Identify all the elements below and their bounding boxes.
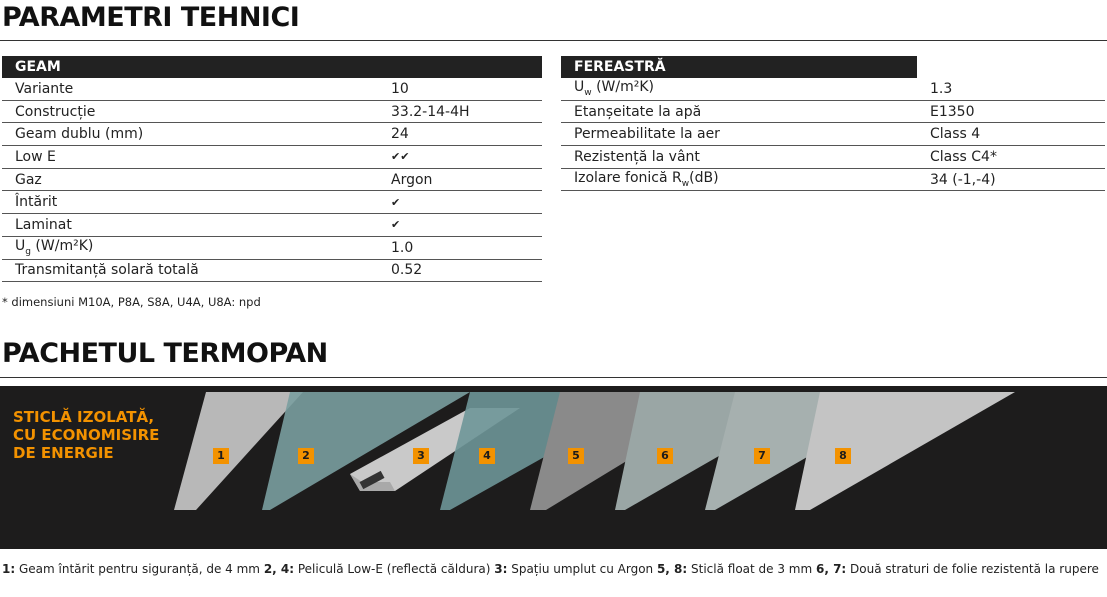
legend-text: Spațiu umplut cu Argon	[507, 562, 657, 576]
layer-number-7: 7	[754, 448, 770, 464]
table-row	[2, 191, 542, 214]
legend-key: 5, 8:	[656, 562, 688, 576]
divider	[0, 377, 1107, 378]
layer-number-3: 3	[413, 448, 429, 464]
row-value: 1.3	[930, 80, 953, 97]
glass-layers-drawing	[0, 386, 1107, 549]
window-table	[561, 56, 1105, 191]
row-label: Etanșeitate la apă	[574, 103, 702, 120]
row-value: 1.0	[391, 239, 414, 256]
table-row	[2, 78, 542, 101]
band-title-line: DE ENERGIE	[13, 444, 114, 462]
row-label: Construcție	[15, 103, 96, 120]
row-label: $U_w$ (W/m²K)	[574, 79, 654, 99]
dimensions-footnote: * dimensiuni M10A, P8A, S8A, U4A, U8A: npd	[2, 295, 261, 309]
window-table-header: FEREASTRĂ	[561, 56, 917, 78]
row-label: Laminat	[15, 216, 72, 233]
table-row	[2, 169, 542, 192]
row-label: Permeabilitate la aer	[574, 126, 720, 143]
row-value: ✔✔	[391, 150, 410, 164]
row-value: Argon	[391, 171, 433, 188]
row-value: 34 (-1,-4)	[930, 171, 996, 188]
row-value: 10	[391, 80, 409, 97]
glass-table	[2, 56, 542, 282]
layer-number-1: 1	[213, 448, 229, 464]
legend-key: 2, 4:	[263, 562, 295, 576]
layer-number-6: 6	[657, 448, 673, 464]
row-value: ✔	[391, 195, 401, 209]
glass-pane-8	[795, 392, 1015, 510]
band-title	[13, 408, 159, 462]
row-label: $U_g$ (W/m²K)	[15, 238, 94, 258]
row-label: Transmitanță solară totală	[15, 262, 199, 279]
glass-table-header: GEAM	[2, 56, 542, 78]
section-title-parameters: PARAMETRI TEHNICI	[2, 2, 300, 33]
row-value: E1350	[930, 103, 975, 120]
legend-text: Geam întărit pentru siguranță, de 4 mm	[15, 562, 264, 576]
row-label: Low E	[15, 148, 56, 165]
legend-text: Două straturi de folie rezistentă la rupere	[846, 562, 1099, 576]
layer-number-2: 2	[298, 448, 314, 464]
table-row	[2, 146, 542, 169]
row-label: Geam dublu (mm)	[15, 126, 144, 143]
table-row	[561, 78, 1105, 101]
table-row	[561, 123, 1105, 146]
layer-number-4: 4	[479, 448, 495, 464]
layer-legend	[2, 561, 1105, 578]
legend-key: 6, 7:	[816, 562, 847, 576]
layer-number-8: 8	[835, 448, 851, 464]
row-value: Class 4	[930, 126, 981, 143]
table-row	[2, 101, 542, 124]
row-value: 0.52	[391, 262, 423, 279]
band-title-line: STICLĂ IZOLATĂ,	[13, 408, 155, 426]
table-row	[2, 237, 542, 260]
table-row	[561, 101, 1105, 124]
table-row	[2, 123, 542, 146]
row-label: Întărit	[15, 194, 58, 211]
insulated-glass-illustration	[0, 386, 1107, 549]
row-label: Rezistență la vânt	[574, 148, 700, 165]
legend-text: Sticlă float de 3 mm	[687, 562, 816, 576]
table-row	[2, 214, 542, 237]
table-row	[561, 146, 1105, 169]
band-title-line: CU ECONOMISIRE	[13, 426, 160, 444]
table-row	[2, 260, 542, 283]
section-title-package: PACHETUL TERMOPAN	[2, 338, 328, 369]
divider	[0, 40, 1107, 41]
legend-text: Peliculă Low-E (reflectă căldura)	[294, 562, 495, 576]
table-row	[561, 169, 1105, 192]
legend-key: 1:	[2, 562, 16, 576]
row-value: Class C4*	[930, 148, 997, 165]
row-value: 33.2-14-4H	[391, 103, 470, 120]
row-label: Gaz	[15, 171, 42, 188]
row-label: Izolare fonică $R_w(dB)$	[574, 170, 719, 189]
row-value: 24	[391, 126, 409, 143]
row-label: Variante	[15, 80, 74, 97]
legend-key: 3:	[494, 562, 508, 576]
row-value: ✔	[391, 218, 401, 232]
layer-number-5: 5	[568, 448, 584, 464]
